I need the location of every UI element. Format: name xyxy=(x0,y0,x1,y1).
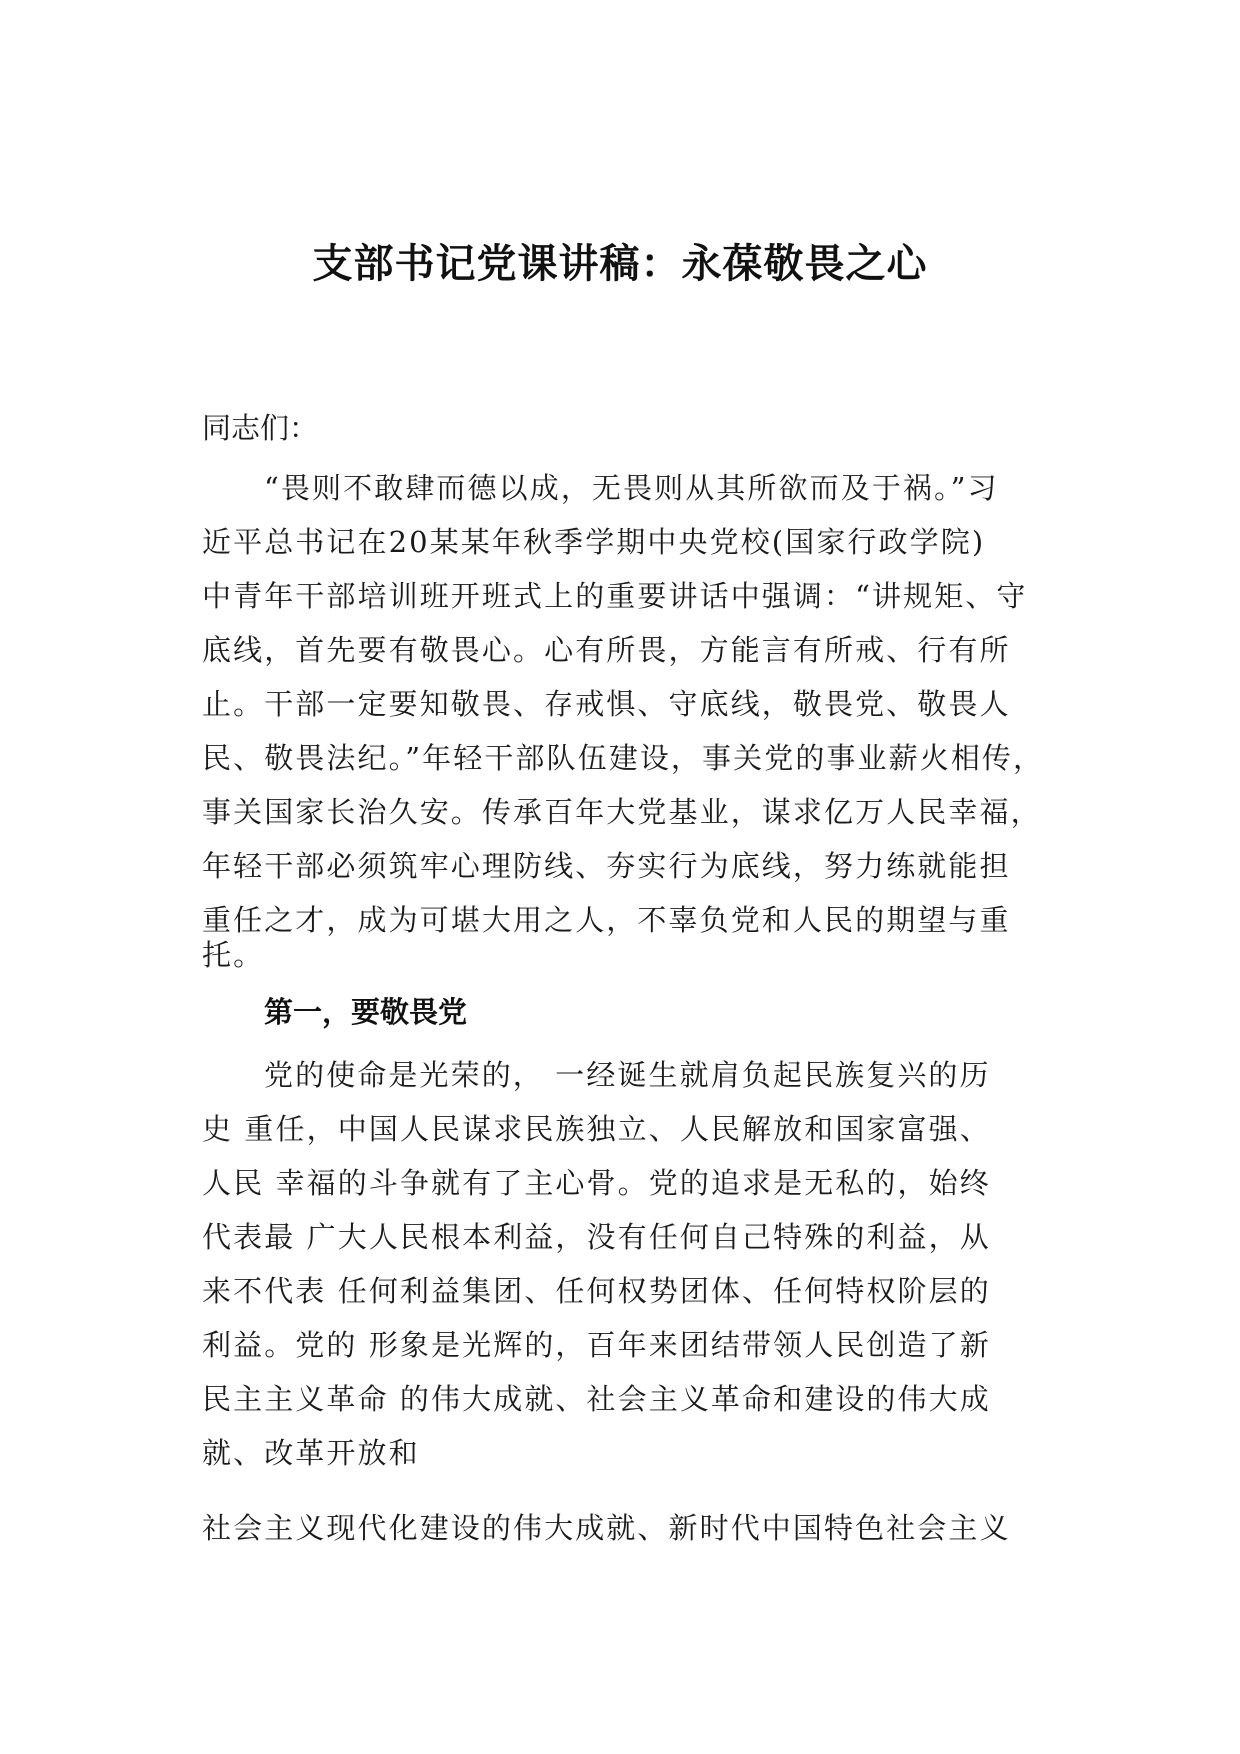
salutation: 同志们： xyxy=(202,411,319,445)
text-line: 民、敬畏法纪。”年轻干部队伍建设，事关党的事业薪火相传， xyxy=(202,741,1045,775)
text-line: 底线，首先要有敬畏心。心有所畏，方能言有所戒、行有所 xyxy=(202,633,1011,667)
text-line: 史 重任，中国人民谋求民族独立、人民解放和国家富强、 xyxy=(202,1112,991,1146)
text-line: 来不代表 任何利益集团、任何权势团体、任何特权阶层的 xyxy=(202,1274,991,1308)
text-line: 中青年干部培训班开班式上的重要讲话中强调：“讲规矩、守 xyxy=(202,579,1028,613)
text-line: 社会主义现代化建设的伟大成就、新时代中国特色社会主义 xyxy=(202,1511,1011,1545)
text-line: 年轻干部必须筑牢心理防线、夯实行为底线，努力练就能担 xyxy=(202,849,1011,883)
section-heading: 第一，要敬畏党 xyxy=(264,995,468,1029)
text-line: 人民 幸福的斗争就有了主心骨。党的追求是无私的，始终 xyxy=(202,1166,991,1200)
text-line: 党的使命是光荣的， 一经诞生就肩负起民族复兴的历 xyxy=(264,1058,991,1092)
text-line: 民主主义革命 的伟大成就、社会主义革命和建设的伟大成 xyxy=(202,1382,991,1416)
text-line: 利益。党的 形象是光辉的，百年来团结带领人民创造了新 xyxy=(202,1328,991,1362)
text-line: 近平总书记在20某某年秋季学期中央党校(国家行政学院) xyxy=(202,525,986,559)
text-line: “畏则不敢肆而德以成，无畏则从其所欲而及于祸。”习 xyxy=(264,471,999,505)
text-line: 代表最 广大人民根本利益，没有任何自己特殊的利益，从 xyxy=(202,1220,991,1254)
document-title: 支部书记党课讲稿：永葆敬畏之心 xyxy=(312,241,928,287)
text-line: 重任之才，成为可堪大用之人，不辜负党和人民的期望与重 xyxy=(202,903,1011,937)
text-line: 就、改革开放和 xyxy=(202,1436,420,1470)
text-line: 托。 xyxy=(202,938,265,972)
text-line: 止。干部一定要知敬畏、存戒惧、守底线，敬畏党、敬畏人 xyxy=(202,687,1011,721)
text-line: 事关国家长治久安。传承百年大党基业，谋求亿万人民幸福， xyxy=(202,795,1042,829)
